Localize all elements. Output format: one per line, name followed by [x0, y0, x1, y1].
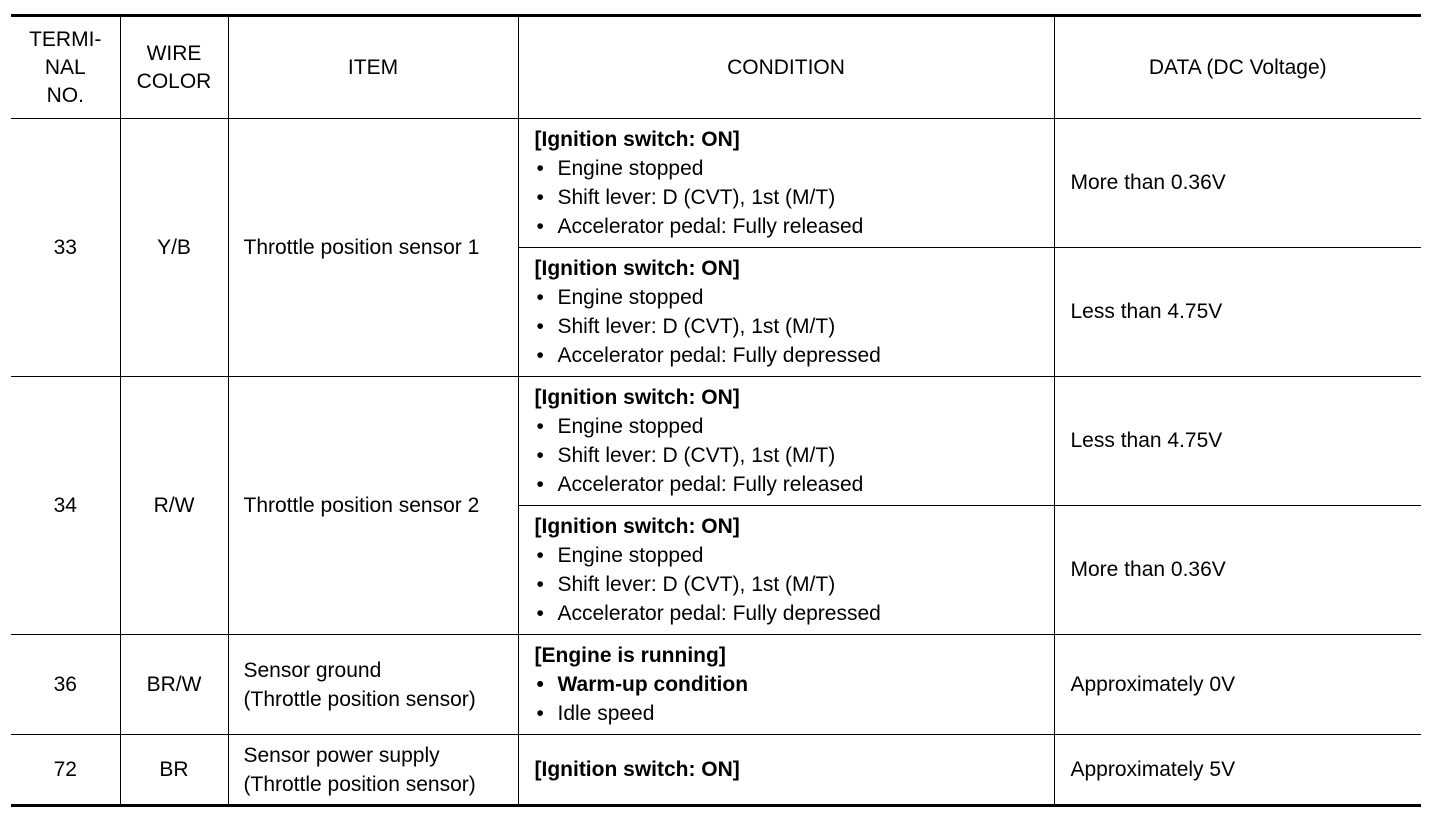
condition-bullet: • Shift lever: D (CVT), 1st (M/T) — [535, 441, 1054, 470]
condition-list — [535, 541, 1054, 628]
item-name: Throttle position sensor 2 — [228, 377, 518, 635]
header-wire-color — [120, 16, 228, 119]
condition-bullet: • Accelerator pedal: Fully depressed — [535, 599, 1054, 628]
condition-bullet: • Shift lever: D (CVT), 1st (M/T) — [535, 570, 1054, 599]
condition-bullet: • Idle speed — [535, 699, 1054, 728]
condition-cell — [518, 119, 1054, 248]
condition-title: [Ignition switch: ON] — [534, 386, 740, 409]
voltage-data: More than 0.36V — [1054, 506, 1421, 635]
condition-bullet: • Shift lever: D (CVT), 1st (M/T) — [535, 312, 1054, 341]
terminal-no: 72 — [11, 735, 120, 806]
voltage-data: Approximately 0V — [1054, 635, 1421, 735]
header-item: ITEM — [228, 16, 518, 119]
header-terminal-line3: NO. — [46, 83, 84, 107]
terminal-no: 34 — [11, 377, 120, 635]
item-name-line2: (Throttle position sensor) — [243, 772, 476, 796]
header-row — [11, 16, 1421, 119]
condition-title: [Ignition switch: ON] — [534, 257, 740, 280]
condition-title: [Ignition switch: ON] — [534, 758, 740, 781]
condition-cell — [518, 377, 1054, 506]
header-terminal-no — [11, 16, 120, 119]
condition-bullet: • Warm-up condition — [535, 670, 1054, 699]
wire-color: R/W — [120, 377, 228, 635]
item-name-line2: (Throttle position sensor) — [243, 687, 476, 711]
condition-bullet: • Engine stopped — [535, 541, 1054, 570]
condition-bullet: • Shift lever: D (CVT), 1st (M/T) — [535, 183, 1054, 212]
wire-color: Y/B — [120, 119, 228, 377]
condition-bullet: • Accelerator pedal: Fully released — [535, 212, 1054, 241]
condition-list — [535, 154, 1054, 241]
wire-color: BR/W — [120, 635, 228, 735]
condition-title: [Engine is running] — [534, 644, 726, 667]
condition-list — [535, 412, 1054, 499]
condition-bullet: • Accelerator pedal: Fully released — [535, 470, 1054, 499]
voltage-data: Approximately 5V — [1054, 735, 1421, 806]
voltage-data: Less than 4.75V — [1054, 377, 1421, 506]
terminal-no: 33 — [11, 119, 120, 377]
table-row — [11, 377, 1421, 506]
item-name: Throttle position sensor 1 — [228, 119, 518, 377]
condition-bullet: • Engine stopped — [535, 412, 1054, 441]
condition-title: [Ignition switch: ON] — [534, 128, 740, 151]
condition-cell — [518, 735, 1054, 806]
header-wire-line2: COLOR — [136, 69, 212, 93]
wire-color: BR — [120, 735, 228, 806]
header-wire-line1: WIRE — [146, 41, 202, 65]
condition-cell — [518, 248, 1054, 377]
item-name-line1: Sensor ground — [243, 658, 382, 682]
condition-bullet: • Accelerator pedal: Fully depressed — [535, 341, 1054, 370]
condition-bullet: • Engine stopped — [535, 154, 1054, 183]
voltage-data: Less than 4.75V — [1054, 248, 1421, 377]
item-name — [228, 735, 518, 806]
condition-bullet: • Engine stopped — [535, 283, 1054, 312]
condition-list — [535, 283, 1054, 370]
terminal-no: 36 — [11, 635, 120, 735]
header-data: DATA (DC Voltage) — [1054, 16, 1421, 119]
item-name-line1: Sensor power supply — [243, 743, 440, 767]
table-row — [11, 119, 1421, 248]
voltage-data: More than 0.36V — [1054, 119, 1421, 248]
condition-title: [Ignition switch: ON] — [534, 515, 740, 538]
table-row — [11, 635, 1421, 735]
header-terminal-line1: TERMI- — [29, 27, 102, 51]
terminal-data-table — [11, 14, 1421, 807]
condition-cell — [518, 506, 1054, 635]
table-row — [11, 735, 1421, 806]
header-condition: CONDITION — [518, 16, 1054, 119]
header-terminal-line2: NAL — [44, 55, 86, 79]
item-name — [228, 635, 518, 735]
condition-cell — [518, 635, 1054, 735]
condition-list — [535, 670, 1054, 728]
